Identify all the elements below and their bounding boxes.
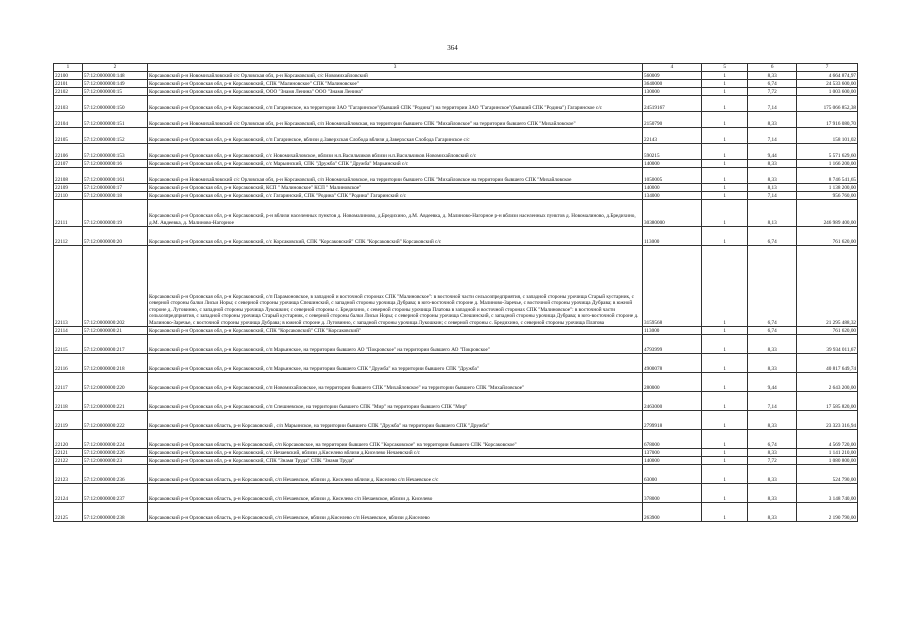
cadastral-value: 39 934 011,67	[796, 335, 857, 354]
table-row	[54, 246, 858, 327]
location-description: Корсаковский р-н Орловская обл, р-н Корсаковский, с/п Новомихайловское, на территории бывшего СПК "Михайловское" на территории бывшего СПК "Михайловское"	[148, 373, 643, 392]
rate-value: 6,74	[748, 246, 797, 327]
table-row	[54, 430, 858, 449]
location-description: Корсаковский р-н Орловская область, р-н Корсаковский , с/п Марьинское, на территории бывшего СПК "Дружба" на территории бывшего СПК "Дружба"	[148, 411, 643, 430]
location-description: Корсаковский р-н Орловская обл, р-н Корсаковский, с/п Спешневское, на территории бывшего СПК "Мир" на территории бывшего СПК "Мир"	[148, 392, 643, 411]
rate-value: 8,13	[748, 184, 797, 192]
area-value: 560009	[643, 72, 702, 80]
rate-value: 8,33	[748, 484, 797, 503]
area-value: 140000	[643, 184, 702, 192]
location-description: Корсаковский р-н Орловская обл, р-н Корсаковский, с/п Гагаринское, вблизи д.Заверхская Слобода вблизи д.Заверхская Слобода Гагаринское с/с	[148, 128, 643, 144]
rate-value: 8,33	[748, 354, 797, 373]
row-number: 22110	[54, 192, 83, 200]
area-value: 378000	[643, 484, 702, 503]
row-number: 22115	[54, 335, 83, 354]
table-row	[54, 335, 858, 354]
area-value: 2463000	[643, 392, 702, 411]
location-description: Корсаковский р-н Орловская область, р-н Корсаковский, с/п Нечаевское, вблизи д. Киселево с/п Нечаевское, вблизи д. Киселево	[148, 484, 643, 503]
rate-value: 7,14	[748, 192, 797, 200]
cadastral-number: 57:12:0000000:153	[82, 144, 147, 160]
cadastral-value: 4 569 720,00	[796, 430, 857, 449]
rate-value: 8,33	[748, 449, 797, 457]
table-row	[54, 112, 858, 128]
cadastral-number: 57:12:0000000:19	[82, 200, 147, 227]
rate-value: 9,44	[748, 144, 797, 160]
location-description: Корсаковский р-н Орловская обл, р-н Корсаковский, с/с Гагаринский, СПК "Родина" СПК "Родина" Гагаринский с/с	[148, 192, 643, 200]
rate-value: 8,33	[748, 72, 797, 80]
cadastral-number: 57:12:0000000:224	[82, 430, 147, 449]
rate-value: 8,33	[748, 160, 797, 168]
coefficient: 1	[701, 327, 748, 335]
coefficient: 1	[701, 72, 748, 80]
row-number: 22116	[54, 354, 83, 373]
rate-value: 6,74	[748, 227, 797, 246]
area-value: 263900	[643, 503, 702, 522]
coefficient: 1	[701, 392, 748, 411]
cadastral-value: 3 148 740,00	[796, 484, 857, 503]
table-row	[54, 457, 858, 465]
location-description: Корсаковский р-н Орловская обл, р-н Корсаковский, СПК "Малиновское" СПК "Малиновское"	[148, 80, 643, 88]
cadastral-value: 21 295 488,32	[796, 246, 857, 327]
row-number: 22100	[54, 72, 83, 80]
cadastral-value: 8 746 541,65	[796, 168, 857, 184]
location-description: Корсаковский р-н Орловская обл, р-н Корсаковский, с/с Марьинский, СПК "Дружба" СПК "Дружба" Марьинский с/с	[148, 160, 643, 168]
cadastral-value: 2 643 200,00	[796, 373, 857, 392]
table-row	[54, 373, 858, 392]
coefficient: 1	[701, 144, 748, 160]
cadastral-number: 57:12:0000000:151	[82, 112, 147, 128]
table-row	[54, 80, 858, 88]
coefficient: 1	[701, 184, 748, 192]
cadastral-number: 57:12:0000000:150	[82, 96, 147, 112]
area-value: 3159568	[643, 246, 702, 327]
cadastral-value: 24 533 600,00	[796, 80, 857, 88]
rate-value: 8,33	[748, 112, 797, 128]
cadastral-number: 57:12:0000000:221	[82, 392, 147, 411]
row-number: 22113	[54, 246, 83, 327]
row-number: 22114	[54, 327, 83, 335]
cadastral-value: 2 190 790,00	[796, 503, 857, 522]
rate-value: 8,33	[748, 411, 797, 430]
header-col-7: 7	[796, 64, 857, 72]
row-number: 22105	[54, 128, 83, 144]
coefficient: 1	[701, 96, 748, 112]
area-value: 137000	[643, 449, 702, 457]
table-row	[54, 354, 858, 373]
row-number: 22111	[54, 200, 83, 227]
cadastral-value: 158 101,02	[796, 128, 857, 144]
location-description: Корсаковский р-н Орловская обл, р-н Корсаковский, р-н вблизи населенных пунктов д. Новомалиново, д.Бредихино, д.М. Авдеевка, д. Малиново-Нагорное р-н вблизи населенных пунктов д. Новомалиново, д.Бредихино, д.М. Авдеевка, д. Малиново-Нагорное	[148, 200, 643, 227]
table-row	[54, 484, 858, 503]
row-number: 22102	[54, 88, 83, 96]
rate-value: 7,14	[748, 96, 797, 112]
header-col-4: 4	[643, 64, 702, 72]
cadastral-number: 57:12:0000000:148	[82, 72, 147, 80]
rate-value: 7,72	[748, 88, 797, 96]
coefficient: 1	[701, 457, 748, 465]
row-number: 22106	[54, 144, 83, 160]
cadastral-number: 57:12:0000000:218	[82, 354, 147, 373]
coefficient: 1	[701, 128, 748, 144]
cadastral-value: 956 760,00	[796, 192, 857, 200]
coefficient: 1	[701, 373, 748, 392]
location-description: Корсаковский р-н Орловская обл, р-н Корсаковский, ООО "Знамя Ленина" ООО "Знамя Ленина"	[148, 88, 643, 96]
area-value: 2150790	[643, 112, 702, 128]
row-number: 22125	[54, 503, 83, 522]
table-row	[54, 192, 858, 200]
coefficient: 1	[701, 200, 748, 227]
cadastral-value: 1 003 600,00	[796, 88, 857, 96]
cadastral-value: 40 817 649,74	[796, 354, 857, 373]
rate-value: 8,33	[748, 503, 797, 522]
coefficient: 1	[701, 88, 748, 96]
coefficient: 1	[701, 354, 748, 373]
cadastral-value: 524 790,00	[796, 465, 857, 484]
row-number: 22112	[54, 227, 83, 246]
area-value: 134000	[643, 192, 702, 200]
cadastral-value: 4 664 874,97	[796, 72, 857, 80]
location-description: Корсаковский р-н Орловская обл, р-н Корсаковский, с/п Марьинское, на территории бывшего СПК "Дружба" на территории бывшего СПК "Дружба"	[148, 354, 643, 373]
header-col-2: 2	[82, 64, 147, 72]
location-description: Корсаковский р-н Орловская обл, р-н Корсаковский, с/п Парамоновское, в западной и восточной сторонах СПК "Малиновское": в восточной части сельхозпредприятия, с западной стороны урочища Старый кустарник, с северной стороны балки Лисьи Норы; с северной стороны урочища Спешинский, с западной стороны урочища Дубрава; в юго-восточной стороне д. Малиново-Заречье, с восточной стороны урочища Дубрава; в южной стороне д. Луговинно, с западной стороны урочища Лукошкин; с северной стороны с. Бредихино, с северной стороны урочища Платова в западной и восточной сторонах СПК "Малиновское": в восточной части сельхозпредприятия, с западной стороны урочища Старый кустарник, с северной стороны балки Лисьи Норы; с северной стороны урочища Спешинский, с западной стороны урочища Дубрава; в юго-восточной стороне д. Малиново-Заречье, с восточной стороны урочища Дубрава; в южной стороне д. Луговинно, с западной стороны урочища Лукошкин; с северной стороны с. Бредихино, с северной стороны урочища Платова	[148, 246, 643, 327]
row-number: 22124	[54, 484, 83, 503]
coefficient: 1	[701, 430, 748, 449]
rate-value: 6,74	[748, 430, 797, 449]
header-col-1: 1	[54, 64, 83, 72]
area-value: 30380000	[643, 200, 702, 227]
cadastral-value: 761 620,00	[796, 227, 857, 246]
row-number: 22118	[54, 392, 83, 411]
cadastral-value: 5 571 629,60	[796, 144, 857, 160]
location-description: Корсаковский р-н Орловская обл, р-н Корсаковский, СПК "Корсаковский" СПК "Корсаковский"	[148, 327, 643, 335]
cadastral-value: 17 585 820,00	[796, 392, 857, 411]
cadastral-number: 57:12:0000000:220	[82, 373, 147, 392]
rate-value: 6,74	[748, 327, 797, 335]
cadastral-number: 57:12:0000000:15	[82, 88, 147, 96]
table-row	[54, 128, 858, 144]
area-value: 113000	[643, 227, 702, 246]
cadastral-value: 1 166 200,00	[796, 160, 857, 168]
cadastral-number: 57:12:0000000:226	[82, 449, 147, 457]
table-row	[54, 200, 858, 227]
land-register-table	[53, 63, 858, 522]
rate-value: 7,14	[748, 392, 797, 411]
coefficient: 1	[701, 449, 748, 457]
coefficient: 1	[701, 80, 748, 88]
row-number: 22121	[54, 449, 83, 457]
row-number: 22120	[54, 430, 83, 449]
table-row	[54, 227, 858, 246]
location-description: Корсаковский р-н Орловская обл, р-н Корсаковский, с/п Гагаринское, на территории ЗАО "Гагаринское"(бывший СПК "Родина") на территории ЗАО "Гагаринское"(бывший СПК "Родина") Гагаринское с/с	[148, 96, 643, 112]
cadastral-value: 1 141 210,00	[796, 449, 857, 457]
area-value: 140000	[643, 160, 702, 168]
location-description: Корсаковский р-н Орловская обл, р-н Корсаковский, СПК "Знамя Труда" СПК "Знамя Труда"	[148, 457, 643, 465]
cadastral-value: 175 066 852,38	[796, 96, 857, 112]
rate-value: 8,33	[748, 168, 797, 184]
coefficient: 1	[701, 465, 748, 484]
row-number: 22122	[54, 457, 83, 465]
cadastral-value: 1 080 800,00	[796, 457, 857, 465]
area-value: 590215	[643, 144, 702, 160]
table-row	[54, 411, 858, 430]
coefficient: 1	[701, 503, 748, 522]
cadastral-number: 57:12:0000000:17	[82, 184, 147, 192]
coefficient: 1	[701, 168, 748, 184]
row-number: 22109	[54, 184, 83, 192]
row-number: 22119	[54, 411, 83, 430]
rate-value: 6,74	[748, 80, 797, 88]
cadastral-number: 57:12:0000000:16	[82, 160, 147, 168]
header-col-3: 3	[148, 64, 643, 72]
area-value: 24519167	[643, 96, 702, 112]
rate-value: 8,33	[748, 465, 797, 484]
table-row	[54, 392, 858, 411]
cadastral-number: 57:12:0000000:20	[82, 227, 147, 246]
area-value: 4793999	[643, 335, 702, 354]
area-value: 22143	[643, 128, 702, 144]
location-description: Корсаковский р-н Орловская область, р-н Корсаковский, с/п Нечаевское, вблизи д. Киселево вблизи д. Киселево с/п Нечаевское с/с	[148, 465, 643, 484]
coefficient: 1	[701, 411, 748, 430]
area-value: 113000	[643, 327, 702, 335]
location-description: Корсаковский р-н Орловская обл, р-н Корсаковский, КСП " Малиновское" КСП " Малиновское"	[148, 184, 643, 192]
location-description: Корсаковский р-н Орловская область, р-н Корсаковский, с/п Нечаевское, вблизи д.Киселево с/п Нечаевское, вблизи д.Киселево	[148, 503, 643, 522]
location-description: Корсаковский р-н Новомихайловский с/с Орловская обл, р-н Корсаковский, с/п Новомихайловская, на территории бывшего СПК "Михайловское" на территории бывшего СПК "Михайловское"	[148, 112, 643, 128]
area-value: 140000	[643, 457, 702, 465]
table-row	[54, 327, 858, 335]
cadastral-value: 17 916 080,70	[796, 112, 857, 128]
area-value: 130000	[643, 88, 702, 96]
cadastral-value: 1 138 200,00	[796, 184, 857, 192]
cadastral-value: 761 620,00	[796, 327, 857, 335]
rate-value: 8,13	[748, 200, 797, 227]
table-row	[54, 144, 858, 160]
cadastral-number: 57:12:0000000:23	[82, 457, 147, 465]
cadastral-value: 23 323 316,94	[796, 411, 857, 430]
cadastral-value: 246 989 400,00	[796, 200, 857, 227]
table-row	[54, 160, 858, 168]
cadastral-number: 57:12:0000000:217	[82, 335, 147, 354]
row-number: 22108	[54, 168, 83, 184]
cadastral-number: 57:12:0000000:236	[82, 465, 147, 484]
area-value: 1050005	[643, 168, 702, 184]
table-row	[54, 88, 858, 96]
rate-value: 9,44	[748, 373, 797, 392]
area-value: 63000	[643, 465, 702, 484]
coefficient: 1	[701, 246, 748, 327]
table-header	[54, 64, 858, 72]
rate-value: 7,14	[748, 128, 797, 144]
cadastral-number: 57:12:0000000:149	[82, 80, 147, 88]
location-description: Корсаковский р-н Орловская обл, р-н Корсаковский, с/с Нечаевский, вблизи д.Киселево вблизи д.Киселево Нечаевский с/с	[148, 449, 643, 457]
location-description: Корсаковский р-н Орловская область, р-н Корсаковский, с/п Корсаковское, на территории бывшего СПК "Корсаковское" на территории бывшего СПК "Корсаковское"	[148, 430, 643, 449]
table-row	[54, 72, 858, 80]
area-value: 2799918	[643, 411, 702, 430]
table-body	[54, 72, 858, 522]
table-row	[54, 503, 858, 522]
cadastral-number: 57:12:0000000:152	[82, 128, 147, 144]
coefficient: 1	[701, 112, 748, 128]
location-description: Корсаковский р-н Орловская обл, р-н Корсаковский, с/с Корсаковский, СПК "Корсаковский" СПК "Корсаковский" Корсаковский с/с	[148, 227, 643, 246]
cadastral-number: 57:12:0000000:202	[82, 246, 147, 327]
rate-value: 8,33	[748, 335, 797, 354]
location-description: Корсаковский р-н Орловская обл, р-н Корсаковский, с/п Марьинское, на территории бывшего АО "Покровское" на территории бывшего АО "Покровское"	[148, 335, 643, 354]
cadastral-number: 57:12:0000000:238	[82, 503, 147, 522]
table-row	[54, 168, 858, 184]
cadastral-number: 57:12:0000000:237	[82, 484, 147, 503]
area-value: 280000	[643, 373, 702, 392]
coefficient: 1	[701, 335, 748, 354]
table-row	[54, 449, 858, 457]
table-row	[54, 96, 858, 112]
area-value: 4900078	[643, 354, 702, 373]
row-number: 22123	[54, 465, 83, 484]
row-number: 22104	[54, 112, 83, 128]
page-number: 364	[447, 44, 458, 52]
table-row	[54, 184, 858, 192]
coefficient: 1	[701, 227, 748, 246]
header-col-5: 5	[701, 64, 748, 72]
location-description: Корсаковский р-н Новомихайловский с/с Орловская обл, р-н Корсаковский, с/с Новомихайловский	[148, 72, 643, 80]
location-description: Корсаковский р-н Орловская обл, р-н Корсаковский, с/с Новомихайловское, вблизи н.п.Васильчиков вблизи н.п.Васильчиков Новомихайловский с/с	[148, 144, 643, 160]
row-number: 22107	[54, 160, 83, 168]
coefficient: 1	[701, 160, 748, 168]
cadastral-number: 57:12:0000000:161	[82, 168, 147, 184]
header-col-6: 6	[748, 64, 797, 72]
cadastral-number: 57:12:0000000:18	[82, 192, 147, 200]
cadastral-number: 57:12:0000000:222	[82, 411, 147, 430]
row-number: 22103	[54, 96, 83, 112]
row-number: 22117	[54, 373, 83, 392]
location-description: Корсаковский р-н Новомихайловский с/с Орловская обл, р-н Корсаковский, с/п Новомихайловское, на территории бывшего СПК "Михайловское на территории бывшего СПК "Михайловское	[148, 168, 643, 184]
area-value: 3640000	[643, 80, 702, 88]
coefficient: 1	[701, 484, 748, 503]
coefficient: 1	[701, 192, 748, 200]
table-row	[54, 465, 858, 484]
area-value: 678000	[643, 430, 702, 449]
row-number: 22101	[54, 80, 83, 88]
rate-value: 7,72	[748, 457, 797, 465]
cadastral-number: 57:12:0000000:21	[82, 327, 147, 335]
